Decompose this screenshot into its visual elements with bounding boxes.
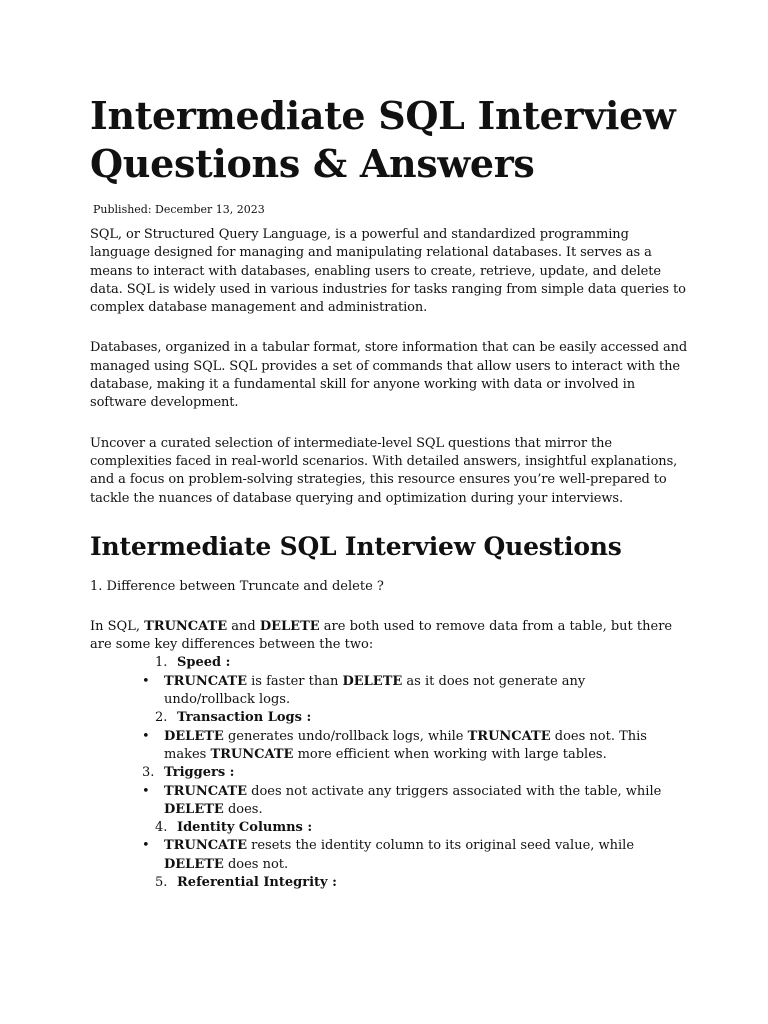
intro-paragraph-1: SQL, or Structured Query Language, is a powerful and standardized programming language designed for managing and manipulating relational databases. It serves as a means to interact with databases, enabling users to create, retrieve, update, and delete data. SQL is widely used in various industries for tasks ranging from simple data queries to complex database management and administration. xyxy=(90,227,686,316)
list-number: 1. xyxy=(155,655,168,671)
keyword: TRUNCATE xyxy=(164,838,248,854)
document-page xyxy=(90,92,690,892)
bullet-text: generates undo/rollback logs, while xyxy=(223,728,468,744)
bullet-text: does. xyxy=(223,801,263,817)
page-title xyxy=(90,92,690,188)
keyword: TRUNCATE xyxy=(164,673,248,689)
intro-paragraph-2: Databases, organized in a tabular format, store information that can be easily accessed and managed using SQL. SQL provides a set of commands that allow users to interact with the database, making it a fundamental skill for anyone working with data or involved in software development. xyxy=(90,340,688,411)
keyword: DELETE xyxy=(342,673,403,689)
question-1: 1. Difference between Truncate and delete ? xyxy=(90,578,384,594)
keyword: TRUNCATE xyxy=(164,783,248,799)
list-number: 4. xyxy=(155,820,168,836)
answer-intro xyxy=(90,618,690,655)
bullet-item-transaction-logs xyxy=(90,728,690,765)
section-heading: Intermediate SQL Interview Questions xyxy=(90,531,622,561)
bullet-item-triggers xyxy=(90,783,690,820)
keyword: DELETE xyxy=(164,801,224,817)
title-line-1: Intermediate SQL Interview xyxy=(90,93,676,138)
list-number: 2. xyxy=(155,710,168,726)
keyword-delete: DELETE xyxy=(259,618,320,634)
answer-intro-text-2: and xyxy=(227,618,260,634)
list-heading: Identity Columns : xyxy=(177,820,313,836)
list-item-speed xyxy=(90,654,690,672)
keyword: TRUNCATE xyxy=(210,746,294,762)
bullet-text: is faster than xyxy=(247,673,343,689)
bullet-item-identity-columns xyxy=(90,837,690,874)
keyword-truncate: TRUNCATE xyxy=(144,618,228,634)
bullet-item-speed xyxy=(90,673,690,710)
list-heading: Speed : xyxy=(177,655,231,671)
differences-list xyxy=(90,654,690,892)
list-heading: Transaction Logs : xyxy=(177,710,312,726)
title-line-2: Questions & Answers xyxy=(90,141,535,186)
bullet-dot: • xyxy=(142,783,150,799)
keyword: TRUNCATE xyxy=(467,728,551,744)
list-item-referential-integrity xyxy=(90,874,690,892)
intro-paragraph-3: Uncover a curated selection of intermediate-level SQL questions that mirror the complexities faced in real-world scenarios. With detailed answers, insightful explanations, and a focus on problem-solving strategies, this resource ensures you’re well-prepared to tackle the nuances of database querying and optimization during your interviews. xyxy=(90,435,678,506)
list-item-identity-columns xyxy=(90,819,690,837)
list-heading: Referential Integrity : xyxy=(177,875,337,891)
answer-intro-text-3: are both used to remove data from a table, but there are some key differences between the two: xyxy=(90,618,673,653)
bullet-text: as it does not generate any undo/rollback logs. xyxy=(164,673,586,708)
bullet-dot: • xyxy=(142,728,150,744)
published-date: Published: December 13, 2023 xyxy=(93,203,265,216)
list-item-transaction-logs xyxy=(90,709,690,727)
keyword: DELETE xyxy=(164,856,224,872)
bullet-text: does not. xyxy=(223,856,289,872)
list-heading: Triggers : xyxy=(164,765,235,781)
list-number: 3. xyxy=(142,765,155,781)
bullet-dot: • xyxy=(142,673,150,689)
bullet-text: resets the identity column to its original seed value, while xyxy=(247,838,635,854)
bullet-text: more efficient when working with large tables. xyxy=(293,746,607,762)
bullet-text: does not activate any triggers associated with the table, while xyxy=(247,783,662,799)
list-number: 5. xyxy=(155,875,168,891)
bullet-dot: • xyxy=(142,838,150,854)
answer-intro-text-1: In SQL, xyxy=(90,618,145,634)
list-item-triggers xyxy=(90,764,690,782)
bullet-text: does not. This makes xyxy=(164,728,647,762)
keyword: DELETE xyxy=(164,728,224,744)
